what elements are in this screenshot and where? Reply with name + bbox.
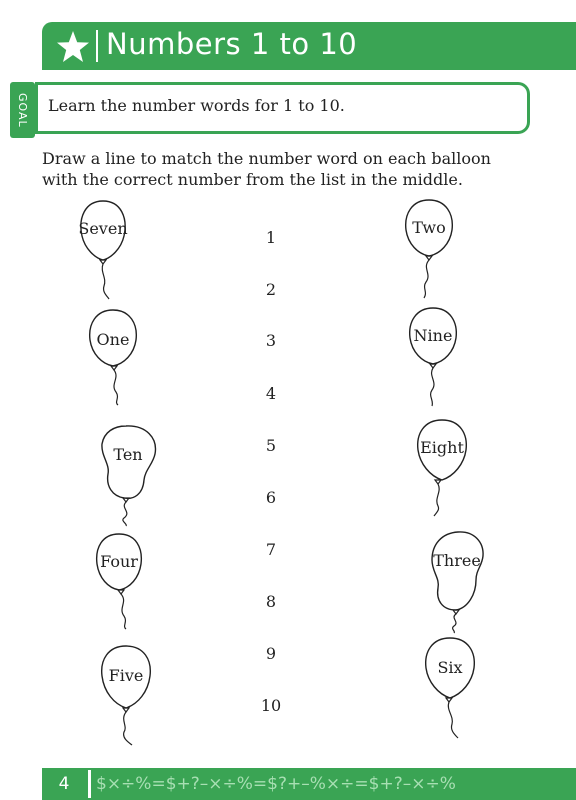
balloon-knot — [118, 590, 124, 594]
balloon-word: Six — [437, 658, 463, 677]
balloon-left-3[interactable] — [98, 424, 158, 528]
balloon-knot — [446, 698, 452, 702]
balloon-knot — [453, 610, 459, 614]
balloon-string — [123, 502, 127, 526]
number-10: 10 — [260, 696, 282, 715]
balloon-right-2[interactable] — [406, 306, 460, 410]
balloon-right-3[interactable] — [414, 418, 470, 518]
balloon-knot — [111, 366, 117, 370]
balloon-word: Four — [100, 552, 138, 571]
balloon-left-4[interactable] — [92, 532, 146, 632]
balloon-shape — [432, 532, 483, 610]
balloon-word: Three — [433, 551, 481, 570]
balloon-left-2[interactable] — [86, 308, 140, 408]
number-4: 4 — [265, 384, 277, 403]
balloon-string — [453, 614, 456, 633]
balloon-string — [431, 368, 434, 406]
footer-divider — [88, 770, 91, 798]
balloon-right-1[interactable] — [402, 198, 456, 302]
balloon-string — [102, 264, 109, 299]
page-title: Numbers 1 to 10 — [106, 27, 358, 61]
balloon-knot — [123, 708, 129, 712]
number-7: 7 — [265, 540, 277, 559]
balloon-right-5[interactable] — [422, 636, 478, 740]
balloon-word: Eight — [420, 438, 464, 457]
balloon-string — [114, 370, 118, 405]
balloon-word: Five — [108, 666, 144, 685]
balloon-word: Nine — [413, 326, 453, 345]
balloon-word: Two — [412, 218, 446, 237]
balloon-string — [448, 702, 458, 738]
number-2: 2 — [265, 280, 277, 299]
goal-label: GOAL — [16, 92, 29, 128]
number-1: 1 — [265, 228, 277, 247]
page-number: 4 — [58, 774, 70, 794]
instructions: Draw a line to match the number word on each balloon with the correct number from the list in the middle. — [42, 149, 491, 189]
balloon-string — [124, 712, 132, 745]
goal-text: Learn the number words for 1 to 10. — [48, 96, 345, 115]
balloon-string — [424, 260, 429, 298]
balloon-right-4[interactable] — [428, 530, 486, 634]
balloon-string — [121, 594, 126, 629]
number-9: 9 — [265, 644, 277, 663]
balloon-left-5[interactable] — [98, 644, 154, 748]
math-symbols-strip: $×÷%=$+?–×÷%=$?+–%×÷=$+?–×÷% — [96, 774, 456, 794]
title-divider — [96, 30, 98, 62]
balloon-word: Ten — [113, 445, 143, 464]
balloon-left-1[interactable] — [76, 198, 130, 302]
number-3: 3 — [265, 331, 277, 350]
number-6: 6 — [265, 488, 277, 507]
number-8: 8 — [265, 592, 277, 611]
number-5: 5 — [265, 436, 277, 455]
star-icon — [52, 27, 94, 67]
balloon-word: Seven — [78, 219, 128, 238]
balloon-knot — [435, 480, 441, 484]
balloon-word: One — [96, 330, 130, 349]
goal-label-wrap — [10, 82, 35, 138]
goal-box-edge — [35, 82, 38, 134]
balloon-string — [434, 484, 439, 516]
